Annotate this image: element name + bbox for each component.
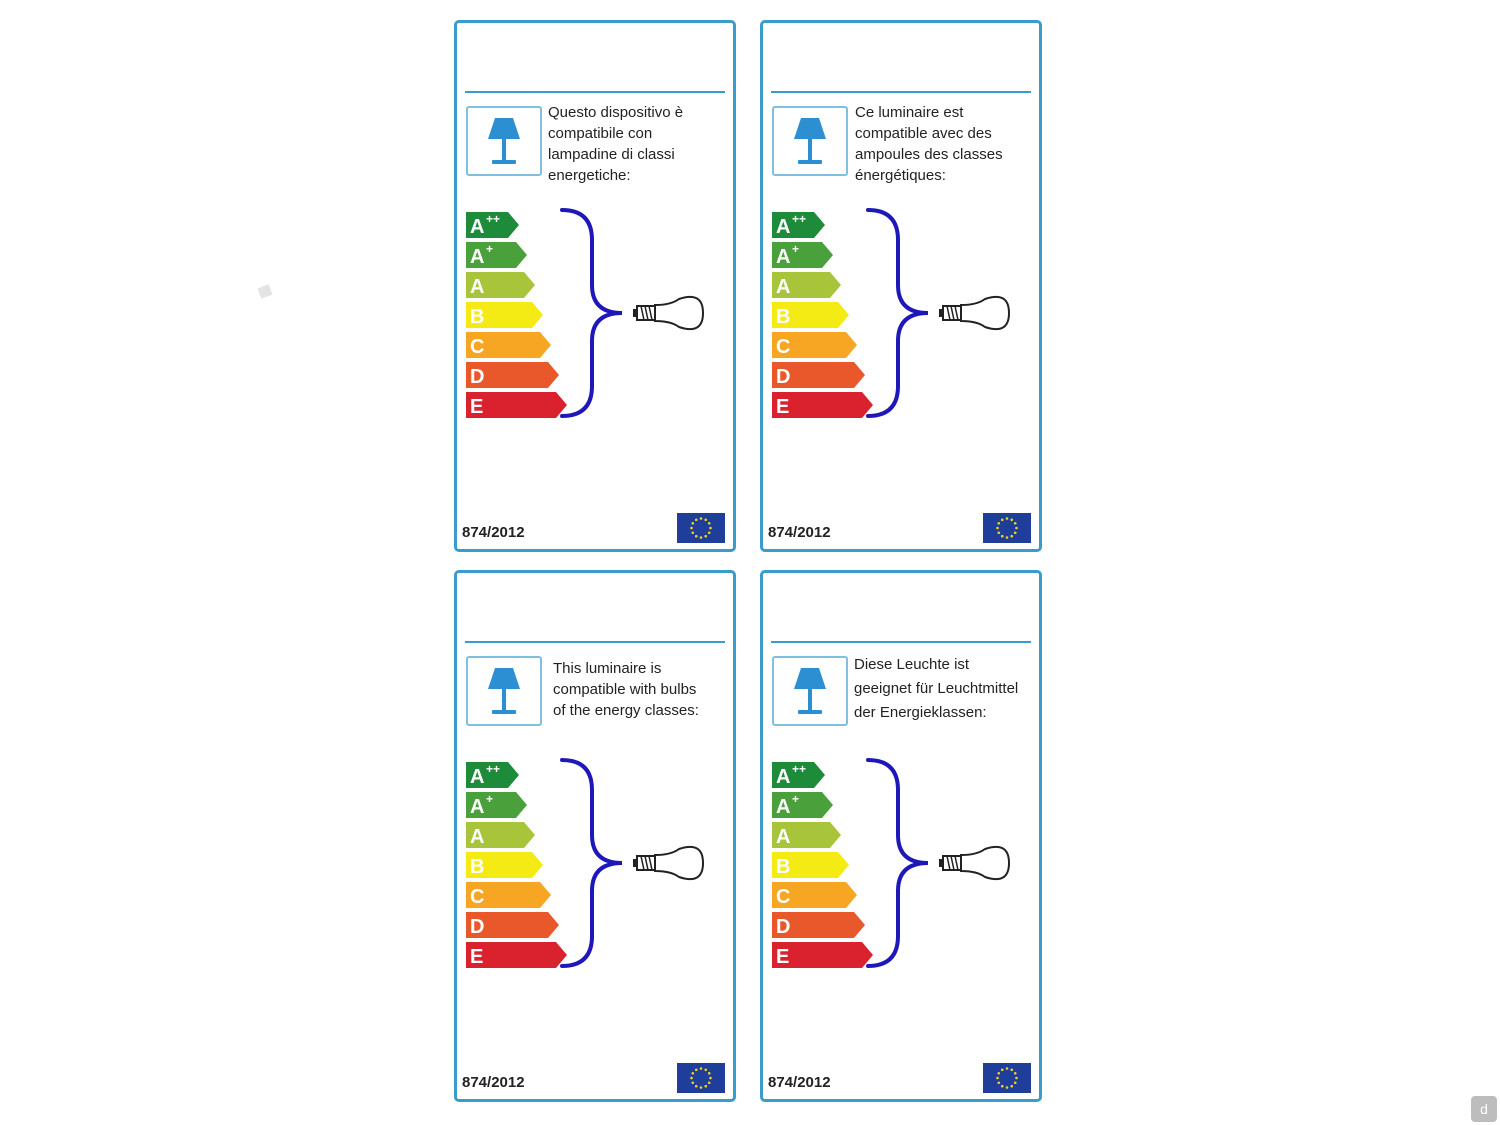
eu-star (691, 522, 694, 525)
text-line: der Energieklassen: (854, 704, 987, 721)
eu-star (1014, 1072, 1017, 1075)
energy-class-arrow (772, 302, 849, 328)
light-bulb-icon (939, 297, 1009, 329)
energy-class-arrow (466, 212, 519, 238)
energy-label-english (454, 570, 736, 1102)
energy-class-letter: A (470, 276, 485, 298)
text-line: ampoules des classes (855, 146, 1003, 163)
eu-star (997, 522, 1000, 525)
text-line: This luminaire is (553, 660, 662, 677)
energy-label-italian (454, 20, 736, 552)
curly-brace (562, 760, 622, 966)
regulation-number: 874/2012 (768, 524, 831, 541)
text-line: energetiche: (548, 167, 631, 184)
eu-star (708, 1081, 711, 1084)
eu-star (996, 527, 999, 530)
energy-class-arrow (772, 792, 833, 818)
eu-star (704, 1068, 707, 1071)
energy-class-scale (763, 23, 1039, 453)
energy-class-letter: C (470, 336, 485, 358)
energy-class-arrow (466, 332, 551, 358)
eu-star (700, 1067, 703, 1070)
energy-class-letter: E (776, 396, 790, 418)
energy-class-arrow (466, 362, 559, 388)
energy-class-letter: B (470, 306, 485, 328)
eu-star (1006, 536, 1009, 539)
text-line: lampadine di classi (548, 146, 675, 163)
energy-class-letter: E (470, 946, 484, 968)
eu-star (700, 536, 703, 539)
energy-class-arrow (466, 882, 551, 908)
eu-star (1014, 531, 1017, 534)
eu-star (1010, 518, 1013, 521)
energy-class-arrow (466, 852, 543, 878)
eu-star (1006, 1086, 1009, 1089)
energy-class-arrow (772, 392, 873, 418)
regulation-number: 874/2012 (462, 1074, 525, 1091)
energy-class-arrow (772, 852, 849, 878)
eu-star (690, 1077, 693, 1080)
text-line: Diese Leuchte ist (854, 656, 970, 673)
light-bulb-icon (633, 297, 703, 329)
regulation-number: 874/2012 (768, 1074, 831, 1091)
eu-flag-icon (677, 513, 725, 543)
energy-class-superscript: ++ (792, 762, 807, 776)
eu-star (691, 531, 694, 534)
energy-class-arrow (772, 242, 833, 268)
energy-class-arrow (466, 762, 519, 788)
energy-class-arrow (466, 272, 535, 298)
text-line: Ce luminaire est (855, 104, 964, 121)
eu-star (700, 1086, 703, 1089)
energy-class-letter: E (776, 946, 790, 968)
energy-class-letter: A (470, 246, 485, 268)
energy-class-letter: D (776, 366, 791, 388)
text-line: compatibile con (548, 125, 653, 142)
energy-class-arrow (772, 332, 857, 358)
energy-class-arrow (772, 362, 865, 388)
text-line: of the energy classes: (553, 702, 699, 719)
energy-class-scale (457, 23, 733, 453)
energy-class-arrow (772, 272, 841, 298)
energy-class-arrow (466, 392, 567, 418)
energy-class-letter: A (776, 826, 791, 848)
energy-class-arrow (772, 822, 841, 848)
text-line: énergétiques: (855, 167, 946, 184)
energy-class-arrow (772, 762, 825, 788)
regulation-number: 874/2012 (462, 524, 525, 541)
eu-star (1010, 1068, 1013, 1071)
eu-flag-icon (983, 513, 1031, 543)
energy-class-letter: B (776, 856, 791, 878)
eu-star (996, 1077, 999, 1080)
eu-star (1014, 1081, 1017, 1084)
energy-class-letter: A (470, 766, 485, 788)
eu-star (997, 1072, 1000, 1075)
eu-star (695, 1085, 698, 1088)
eu-star (709, 527, 712, 530)
energy-class-letter: D (470, 916, 485, 938)
eu-star (1006, 517, 1009, 520)
eu-star (1015, 527, 1018, 530)
energy-class-superscript: ++ (486, 212, 501, 226)
energy-class-letter: B (776, 306, 791, 328)
energy-class-superscript: + (792, 792, 800, 806)
eu-star (1015, 1077, 1018, 1080)
energy-class-letter: D (776, 916, 791, 938)
energy-class-letter: A (470, 796, 485, 818)
energy-class-letter: C (776, 886, 791, 908)
energy-class-arrow (772, 882, 857, 908)
energy-class-scale (457, 573, 733, 1003)
text-line: compatible avec des (855, 125, 992, 142)
eu-star (1001, 518, 1004, 521)
energy-class-arrow (772, 912, 865, 938)
energy-class-letter: E (470, 396, 484, 418)
eu-flag-icon (677, 1063, 725, 1093)
energy-label-french (760, 20, 1042, 552)
energy-class-superscript: + (486, 792, 494, 806)
energy-class-letter: C (776, 336, 791, 358)
energy-label-german (760, 570, 1042, 1102)
energy-class-letter: A (776, 246, 791, 268)
light-bulb-icon (633, 847, 703, 879)
eu-star (1014, 522, 1017, 525)
text-line: compatible with bulbs (553, 681, 697, 698)
text-line: Questo dispositivo è (548, 104, 684, 121)
energy-class-letter: D (470, 366, 485, 388)
energy-class-letter: A (776, 766, 791, 788)
energy-class-arrow (466, 302, 543, 328)
energy-class-letter: A (470, 216, 485, 238)
eu-star (704, 535, 707, 538)
eu-star (709, 1077, 712, 1080)
energy-class-letter: A (470, 826, 485, 848)
eu-star (691, 1072, 694, 1075)
energy-class-arrow (466, 792, 527, 818)
energy-class-letter: A (776, 216, 791, 238)
eu-star (695, 535, 698, 538)
energy-class-letter: B (470, 856, 485, 878)
eu-star (704, 518, 707, 521)
energy-class-superscript: + (792, 242, 800, 256)
eu-star (1010, 535, 1013, 538)
energy-class-arrow (772, 942, 873, 968)
corner-badge: d (1471, 1096, 1497, 1122)
eu-star (708, 531, 711, 534)
curly-brace (868, 760, 928, 966)
energy-class-scale (763, 573, 1039, 1003)
eu-star (997, 531, 1000, 534)
energy-class-letter: A (776, 276, 791, 298)
energy-class-superscript: + (486, 242, 494, 256)
eu-star (1001, 1085, 1004, 1088)
energy-class-arrow (466, 822, 535, 848)
curly-brace (562, 210, 622, 416)
faint-mark (257, 284, 272, 298)
energy-class-letter: A (776, 796, 791, 818)
eu-star (700, 517, 703, 520)
eu-star (704, 1085, 707, 1088)
curly-brace (868, 210, 928, 416)
energy-class-arrow (466, 242, 527, 268)
eu-star (708, 1072, 711, 1075)
eu-flag-icon (983, 1063, 1031, 1093)
energy-class-arrow (772, 212, 825, 238)
eu-star (690, 527, 693, 530)
energy-class-superscript: ++ (792, 212, 807, 226)
eu-star (708, 522, 711, 525)
eu-star (1001, 535, 1004, 538)
eu-star (1006, 1067, 1009, 1070)
eu-star (997, 1081, 1000, 1084)
energy-class-arrow (466, 942, 567, 968)
energy-class-letter: C (470, 886, 485, 908)
energy-class-arrow (466, 912, 559, 938)
eu-star (695, 518, 698, 521)
text-line: geeignet für Leuchtmittel (854, 680, 1019, 697)
eu-star (695, 1068, 698, 1071)
eu-star (1001, 1068, 1004, 1071)
eu-star (691, 1081, 694, 1084)
light-bulb-icon (939, 847, 1009, 879)
energy-class-superscript: ++ (486, 762, 501, 776)
eu-star (1010, 1085, 1013, 1088)
